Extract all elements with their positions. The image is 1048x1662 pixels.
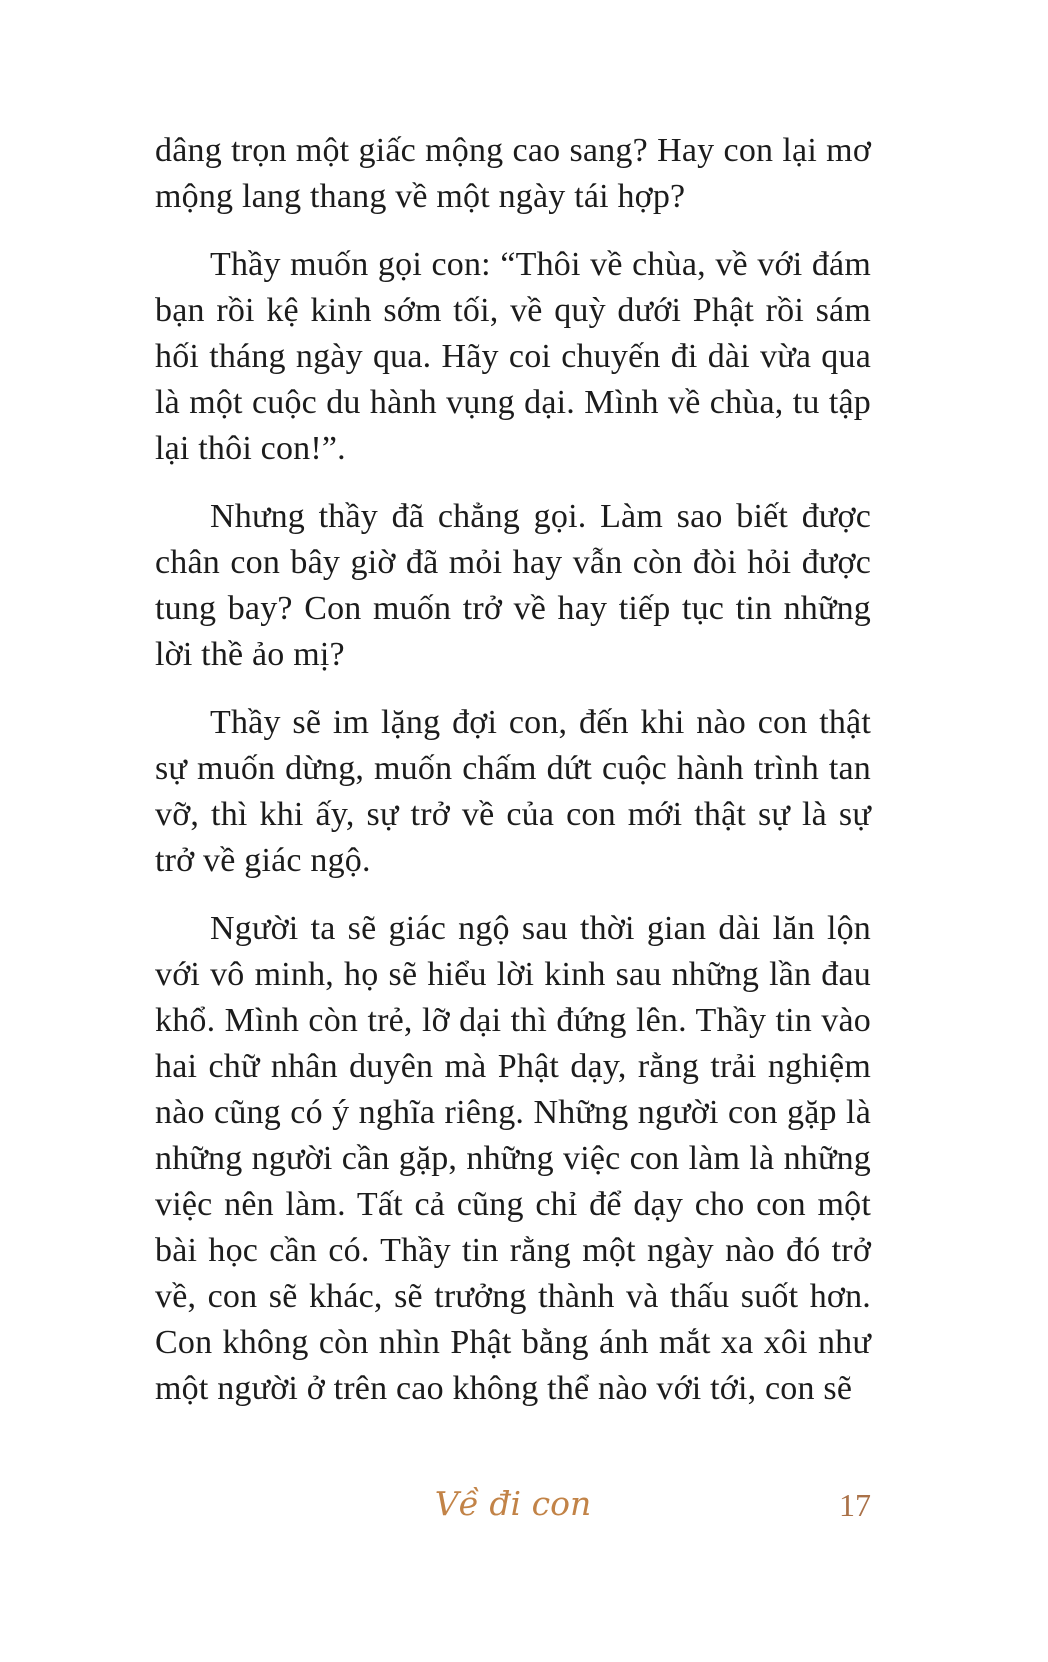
paragraph: Thầy muốn gọi con: “Thôi về chùa, về với đám bạn rồi kệ kinh sớm tối, về quỳ dưới Phật rồi sám hối tháng ngày qua. Hãy coi chuyến đi dài vừa qua là một cuộc du hành vụng dại. Mình về chùa, tu tập lại thôi con!”. xyxy=(155,246,871,467)
page-footer xyxy=(155,1478,871,1548)
paragraph: Người ta sẽ giác ngộ sau thời gian dài lăn lộn với vô minh, họ sẽ hiểu lời kinh sau những lần đau khổ. Mình còn trẻ, lỡ dại thì đứng lên. Thầy tin vào hai chữ nhân duyên mà Phật dạy, rằng trải nghiệm nào cũng có ý nghĩa riêng. Những người con gặp là những người cần gặp, những việc con làm là những việc nên làm. Tất cả cũng chỉ để dạy cho con một bài học cần có. Thầy tin rằng một ngày nào đó trở về, con sẽ khác, sẽ trưởng thành và thấu suốt hơn. Con không còn nhìn Phật bằng ánh mắt xa xôi như một người ở trên cao không thể nào với tới, con sẽ xyxy=(155,910,871,1407)
paragraph: Nhưng thầy đã chẳng gọi. Làm sao biết được chân con bây giờ đã mỏi hay vẫn còn đòi hỏi được tung bay? Con muốn trở về hay tiếp tục tin những lời thề ảo mị? xyxy=(155,498,871,673)
page-text-block xyxy=(155,128,871,1412)
running-title: Về đi con xyxy=(434,1484,592,1523)
page-number: 17 xyxy=(839,1487,871,1523)
paragraph-continued: dâng trọn một giấc mộng cao sang? Hay con lại mơ mộng lang thang về một ngày tái hợp? xyxy=(155,132,871,215)
paragraph: Thầy sẽ im lặng đợi con, đến khi nào con thật sự muốn dừng, muốn chấm dứt cuộc hành trình tan vỡ, thì khi ấy, sự trở về của con mới thật sự là sự trở về giác ngộ. xyxy=(155,704,871,879)
